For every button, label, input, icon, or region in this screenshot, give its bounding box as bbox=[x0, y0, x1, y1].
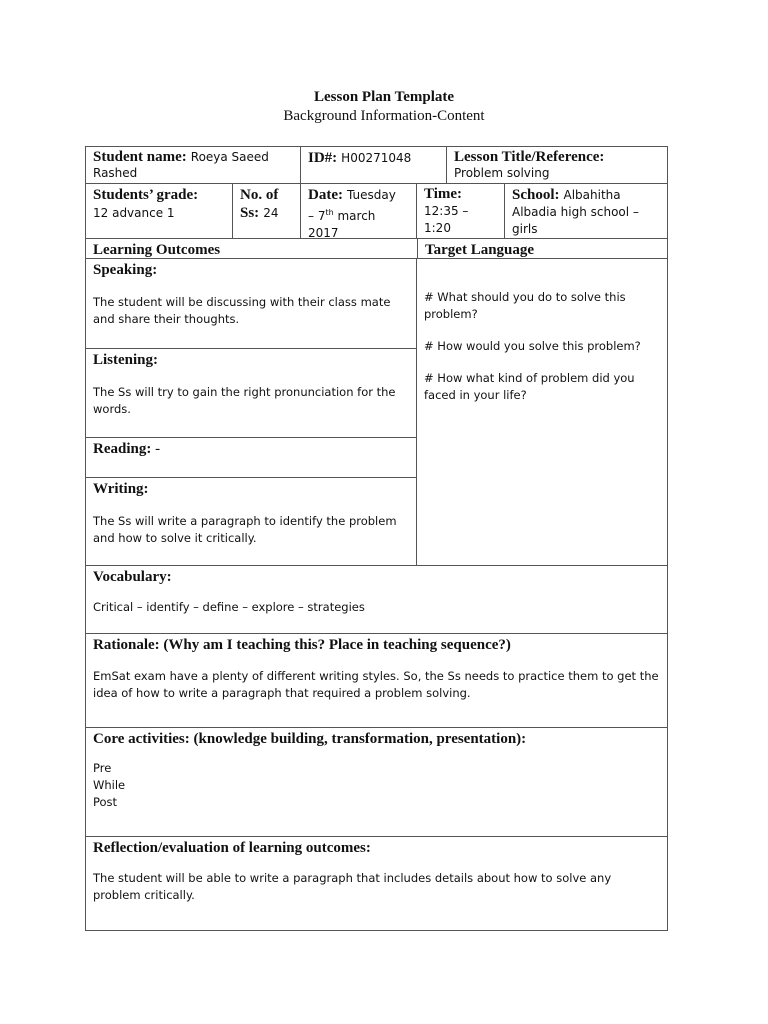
time-label: Time: bbox=[424, 186, 463, 202]
listening-section bbox=[86, 348, 416, 437]
time-cell bbox=[416, 184, 504, 238]
core-activity-item: While bbox=[93, 778, 126, 792]
core-activities-cell bbox=[86, 728, 667, 836]
reading-section bbox=[86, 437, 416, 477]
writing-label: Writing: bbox=[93, 481, 149, 497]
info-row-2 bbox=[86, 183, 667, 238]
date-value-line1: Tuesday bbox=[346, 188, 396, 202]
learning-outcomes-column bbox=[86, 259, 417, 565]
time-value-line1: 12:35 – bbox=[424, 204, 469, 218]
vocabulary-row bbox=[86, 565, 667, 633]
lesson-title-label: Lesson Title/Reference: bbox=[454, 149, 605, 165]
school-cell bbox=[504, 184, 667, 238]
document-title-block bbox=[0, 88, 768, 126]
date-label: Date: bbox=[308, 187, 343, 203]
speaking-section bbox=[86, 259, 416, 348]
core-activities-list bbox=[93, 760, 660, 811]
time-value-line2: 1:20 bbox=[424, 221, 451, 235]
vocabulary-cell bbox=[86, 566, 667, 633]
info-row-1 bbox=[86, 147, 667, 183]
school-label: School: bbox=[512, 187, 560, 203]
reflection-cell bbox=[86, 837, 667, 930]
no-of-label: No. of bbox=[240, 187, 279, 203]
listening-text: The Ss will try to gain the right pronunciation for the words. bbox=[93, 385, 396, 416]
speaking-text: The student will be discussing with their class mate and share their thoughts. bbox=[93, 295, 391, 326]
school-value-line3: girls bbox=[512, 222, 538, 236]
writing-text: The Ss will write a paragraph to identify the problem and how to solve it critically. bbox=[93, 514, 397, 545]
ss-value: 24 bbox=[263, 206, 279, 220]
lesson-plan-table bbox=[85, 146, 668, 931]
student-name-label: Student name: bbox=[93, 149, 187, 165]
target-language-column bbox=[417, 259, 667, 565]
core-activity-item: Post bbox=[93, 795, 118, 809]
writing-section bbox=[86, 477, 416, 565]
lesson-title-value: Problem solving bbox=[454, 166, 550, 180]
learning-outcomes-header: Learning Outcomes bbox=[93, 242, 221, 258]
target-language-item: # How what kind of problem did you faced in your life? bbox=[424, 371, 635, 402]
student-name-cell bbox=[86, 147, 300, 183]
listening-label: Listening: bbox=[93, 352, 159, 368]
student-name-value: Roeya Saeed Rashed bbox=[93, 150, 269, 180]
target-language-header: Target Language bbox=[417, 239, 667, 258]
core-activities-row bbox=[86, 727, 667, 836]
school-value-line2: Albadia high school – bbox=[512, 205, 639, 219]
rationale-text: EmSat exam have a plenty of different writing styles. So, the Ss needs to practice them to get the idea of how to write a paragraph that required a problem solving. bbox=[93, 669, 659, 700]
reading-label: Reading: bbox=[93, 441, 152, 457]
vocabulary-label: Vocabulary: bbox=[93, 569, 172, 585]
reading-value: - bbox=[151, 441, 161, 457]
grade-label: Students’ grade: bbox=[93, 187, 199, 203]
reflection-row bbox=[86, 836, 667, 930]
date-value-line2: – 7th march bbox=[308, 208, 376, 223]
rationale-row bbox=[86, 633, 667, 727]
date-value-line3: 2017 bbox=[308, 226, 339, 240]
grade-cell bbox=[86, 184, 232, 238]
outcomes-block bbox=[86, 258, 667, 565]
core-activity-item: Pre bbox=[93, 761, 112, 775]
lesson-title-cell bbox=[446, 147, 667, 183]
core-activities-label: Core activities: (knowledge building, transformation, presentation): bbox=[93, 731, 527, 747]
vocabulary-text: Critical – identify – define – explore – strategies bbox=[93, 600, 365, 614]
id-label: ID#: bbox=[308, 150, 338, 166]
document-title: Lesson Plan Template bbox=[313, 89, 455, 105]
ss-label: Ss: bbox=[240, 205, 260, 221]
grade-value: 12 advance 1 bbox=[93, 206, 175, 220]
school-value-line1: Albahitha bbox=[563, 188, 621, 202]
rationale-cell bbox=[86, 634, 667, 727]
reflection-text: The student will be able to write a paragraph that includes details about how to solve any problem critically. bbox=[93, 871, 612, 902]
ss-cell bbox=[232, 184, 300, 238]
date-cell bbox=[300, 184, 416, 238]
speaking-label: Speaking: bbox=[93, 262, 158, 278]
outcomes-header-row bbox=[86, 238, 667, 258]
document-subtitle: Background Information-Content bbox=[283, 108, 485, 124]
id-value: H00271048 bbox=[341, 151, 412, 165]
target-language-item: # What should you do to solve this problem? bbox=[424, 290, 626, 321]
rationale-label: Rationale: (Why am I teaching this? Place in teaching sequence?) bbox=[93, 637, 511, 653]
target-language-item: # How would you solve this problem? bbox=[424, 339, 641, 353]
reflection-label: Reflection/evaluation of learning outcomes: bbox=[93, 840, 371, 856]
id-cell bbox=[300, 147, 446, 183]
